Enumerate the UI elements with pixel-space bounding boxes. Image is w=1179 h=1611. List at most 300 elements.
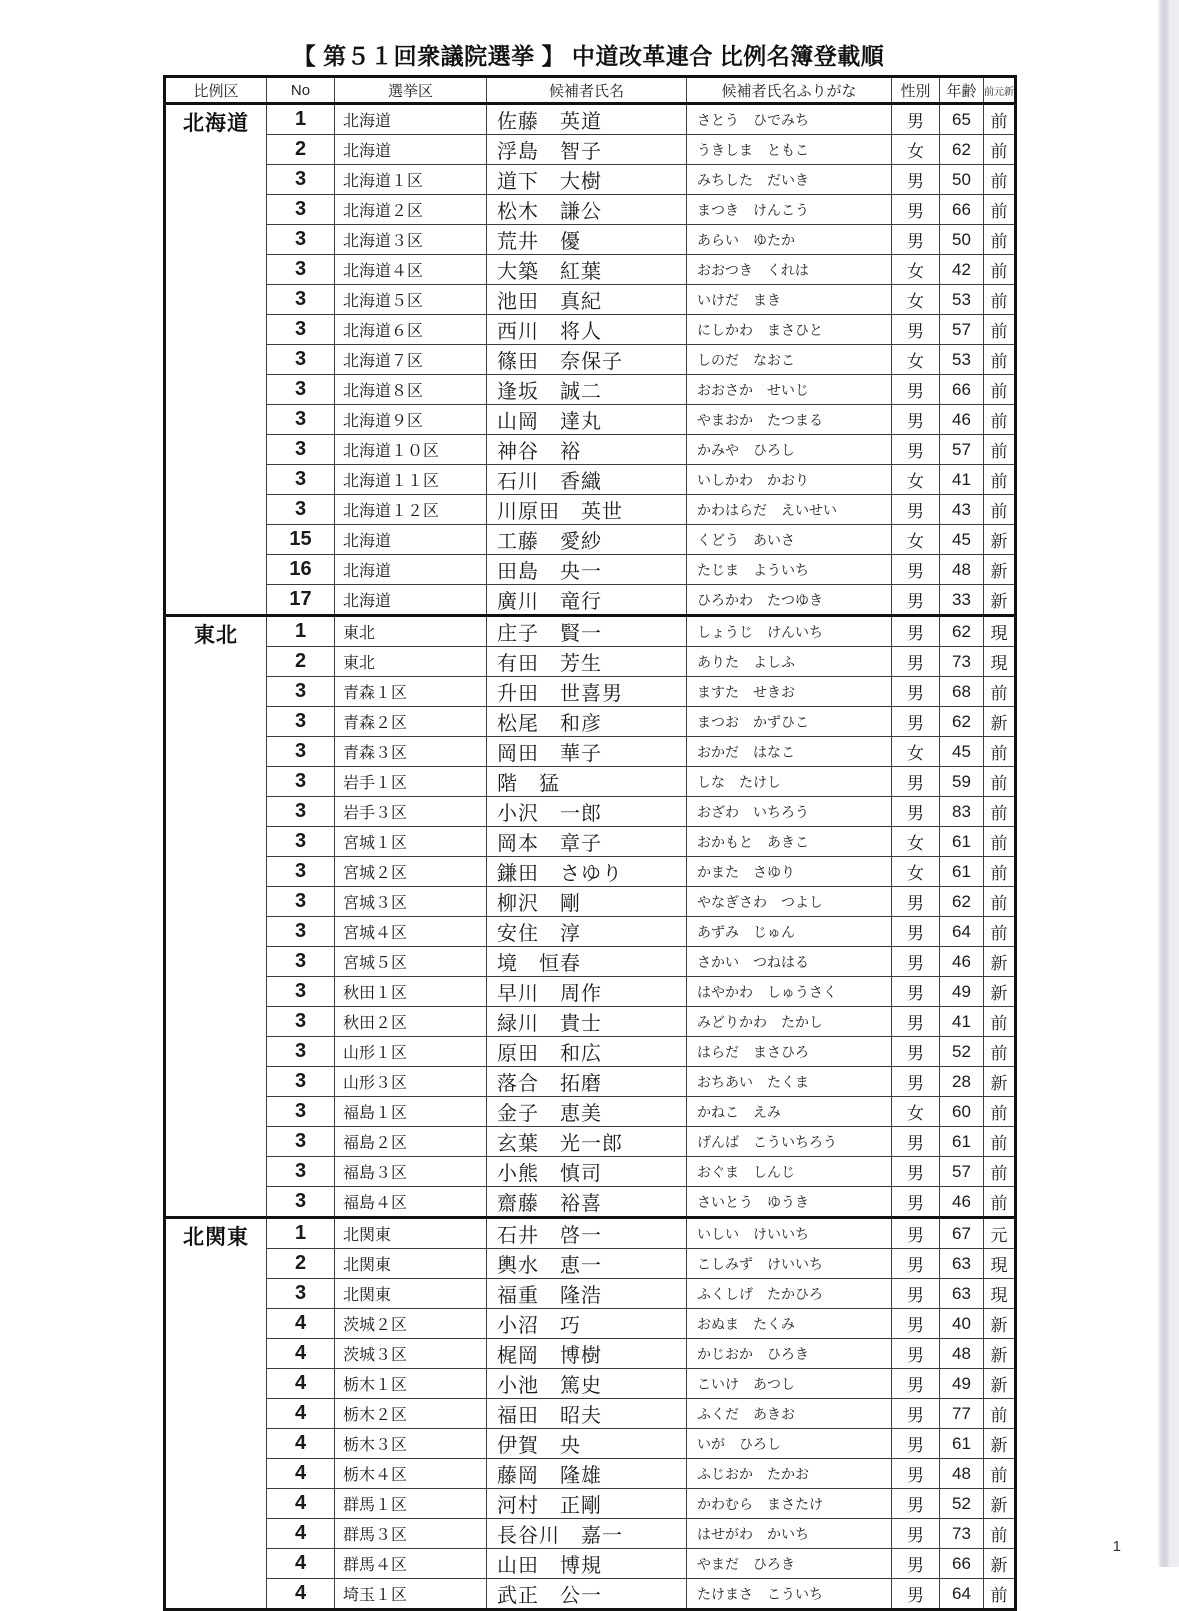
name-cell: 岡田 華子 bbox=[487, 737, 687, 767]
no-cell: 3 bbox=[267, 1007, 335, 1037]
no-cell: 3 bbox=[267, 797, 335, 827]
district-cell: 北海道５区 bbox=[335, 285, 487, 315]
no-cell: 4 bbox=[267, 1429, 335, 1459]
district-cell: 茨城２区 bbox=[335, 1309, 487, 1339]
district-cell: 北海道１１区 bbox=[335, 465, 487, 495]
status-cell: 新 bbox=[984, 1489, 1016, 1519]
table-row bbox=[165, 917, 1016, 947]
gender-cell: 男 bbox=[892, 677, 940, 707]
district-cell: 福島３区 bbox=[335, 1157, 487, 1187]
age-cell: 66 bbox=[940, 375, 984, 405]
furigana-cell: かわはらだ えいせい bbox=[687, 495, 892, 525]
district-cell: 栃木２区 bbox=[335, 1399, 487, 1429]
name-cell: 金子 恵美 bbox=[487, 1097, 687, 1127]
name-cell: 玄葉 光一郎 bbox=[487, 1127, 687, 1157]
table-row bbox=[165, 1549, 1016, 1579]
no-cell: 3 bbox=[267, 285, 335, 315]
status-cell: 前 bbox=[984, 917, 1016, 947]
gender-cell: 男 bbox=[892, 1007, 940, 1037]
status-cell: 新 bbox=[984, 1549, 1016, 1579]
header-status: 前元新 bbox=[984, 77, 1016, 104]
table-row bbox=[165, 1187, 1016, 1218]
candidate-roster-table bbox=[163, 75, 1017, 1611]
gender-cell: 男 bbox=[892, 1037, 940, 1067]
age-cell: 63 bbox=[940, 1279, 984, 1309]
name-cell: 武正 公一 bbox=[487, 1579, 687, 1610]
name-cell: 境 恒春 bbox=[487, 947, 687, 977]
furigana-cell: おざわ いちろう bbox=[687, 797, 892, 827]
status-cell: 前 bbox=[984, 225, 1016, 255]
age-cell: 42 bbox=[940, 255, 984, 285]
table-row bbox=[165, 1037, 1016, 1067]
district-cell: 北海道６区 bbox=[335, 315, 487, 345]
furigana-cell: いけだ まき bbox=[687, 285, 892, 315]
district-cell: 秋田２区 bbox=[335, 1007, 487, 1037]
age-cell: 62 bbox=[940, 887, 984, 917]
table-row bbox=[165, 857, 1016, 887]
name-cell: 山田 博規 bbox=[487, 1549, 687, 1579]
status-cell: 前 bbox=[984, 1519, 1016, 1549]
no-cell: 3 bbox=[267, 165, 335, 195]
status-cell: 新 bbox=[984, 707, 1016, 737]
table-row bbox=[165, 1429, 1016, 1459]
gender-cell: 男 bbox=[892, 947, 940, 977]
age-cell: 52 bbox=[940, 1037, 984, 1067]
name-cell: 伊賀 央 bbox=[487, 1429, 687, 1459]
name-cell: 早川 周作 bbox=[487, 977, 687, 1007]
name-cell: 福重 隆浩 bbox=[487, 1279, 687, 1309]
district-cell: 青森１区 bbox=[335, 677, 487, 707]
gender-cell: 男 bbox=[892, 435, 940, 465]
status-cell: 新 bbox=[984, 525, 1016, 555]
name-cell: 藤岡 隆雄 bbox=[487, 1459, 687, 1489]
furigana-cell: はせがわ かいち bbox=[687, 1519, 892, 1549]
furigana-cell: かねこ えみ bbox=[687, 1097, 892, 1127]
furigana-cell: あらい ゆたか bbox=[687, 225, 892, 255]
district-cell: 北海道２区 bbox=[335, 195, 487, 225]
no-cell: 1 bbox=[267, 104, 335, 135]
age-cell: 61 bbox=[940, 857, 984, 887]
age-cell: 33 bbox=[940, 585, 984, 616]
status-cell: 現 bbox=[984, 1279, 1016, 1309]
district-cell: 山形３区 bbox=[335, 1067, 487, 1097]
name-cell: 梶岡 博樹 bbox=[487, 1339, 687, 1369]
status-cell: 前 bbox=[984, 104, 1016, 135]
table-row bbox=[165, 1309, 1016, 1339]
no-cell: 16 bbox=[267, 555, 335, 585]
table-row bbox=[165, 375, 1016, 405]
status-cell: 前 bbox=[984, 405, 1016, 435]
gender-cell: 男 bbox=[892, 555, 940, 585]
gender-cell: 女 bbox=[892, 737, 940, 767]
name-cell: 廣川 竜行 bbox=[487, 585, 687, 616]
age-cell: 41 bbox=[940, 1007, 984, 1037]
furigana-cell: かじおか ひろき bbox=[687, 1339, 892, 1369]
no-cell: 1 bbox=[267, 616, 335, 647]
no-cell: 4 bbox=[267, 1339, 335, 1369]
status-cell: 前 bbox=[984, 315, 1016, 345]
no-cell: 15 bbox=[267, 525, 335, 555]
furigana-cell: おぬま たくみ bbox=[687, 1309, 892, 1339]
status-cell: 新 bbox=[984, 555, 1016, 585]
name-cell: 石川 香織 bbox=[487, 465, 687, 495]
furigana-cell: おおさか せいじ bbox=[687, 375, 892, 405]
region-cell: 北関東 bbox=[165, 1218, 267, 1610]
district-cell: 北海道７区 bbox=[335, 345, 487, 375]
no-cell: 3 bbox=[267, 405, 335, 435]
no-cell: 3 bbox=[267, 767, 335, 797]
age-cell: 45 bbox=[940, 525, 984, 555]
age-cell: 46 bbox=[940, 1187, 984, 1218]
gender-cell: 男 bbox=[892, 1459, 940, 1489]
gender-cell: 男 bbox=[892, 1399, 940, 1429]
gender-cell: 男 bbox=[892, 797, 940, 827]
age-cell: 48 bbox=[940, 1339, 984, 1369]
name-cell: 原田 和広 bbox=[487, 1037, 687, 1067]
table-row bbox=[165, 405, 1016, 435]
furigana-cell: げんば こういちろう bbox=[687, 1127, 892, 1157]
gender-cell: 男 bbox=[892, 375, 940, 405]
table-row bbox=[165, 947, 1016, 977]
table-row bbox=[165, 135, 1016, 165]
age-cell: 61 bbox=[940, 827, 984, 857]
no-cell: 4 bbox=[267, 1369, 335, 1399]
name-cell: 篠田 奈保子 bbox=[487, 345, 687, 375]
district-cell: 栃木４区 bbox=[335, 1459, 487, 1489]
status-cell: 現 bbox=[984, 616, 1016, 647]
gender-cell: 男 bbox=[892, 104, 940, 135]
furigana-cell: さいとう ゆうき bbox=[687, 1187, 892, 1218]
furigana-cell: いが ひろし bbox=[687, 1429, 892, 1459]
table-row bbox=[165, 767, 1016, 797]
age-cell: 46 bbox=[940, 947, 984, 977]
name-cell: 神谷 裕 bbox=[487, 435, 687, 465]
district-cell: 栃木１区 bbox=[335, 1369, 487, 1399]
gender-cell: 男 bbox=[892, 495, 940, 525]
name-cell: 逢坂 誠二 bbox=[487, 375, 687, 405]
age-cell: 66 bbox=[940, 195, 984, 225]
region-cell: 北海道 bbox=[165, 104, 267, 616]
no-cell: 3 bbox=[267, 1127, 335, 1157]
table-row bbox=[165, 647, 1016, 677]
name-cell: 河村 正剛 bbox=[487, 1489, 687, 1519]
no-cell: 2 bbox=[267, 647, 335, 677]
age-cell: 64 bbox=[940, 917, 984, 947]
table-row bbox=[165, 1339, 1016, 1369]
table-row bbox=[165, 255, 1016, 285]
no-cell: 4 bbox=[267, 1489, 335, 1519]
table-row bbox=[165, 285, 1016, 315]
gender-cell: 男 bbox=[892, 1519, 940, 1549]
gender-cell: 女 bbox=[892, 857, 940, 887]
page-title: 【 第５１回衆議院選挙 】 中道改革連合 比例名簿登載順 bbox=[292, 43, 885, 69]
gender-cell: 女 bbox=[892, 345, 940, 375]
header-no: No bbox=[267, 77, 335, 104]
name-cell: 緑川 貴士 bbox=[487, 1007, 687, 1037]
district-cell: 栃木３区 bbox=[335, 1429, 487, 1459]
name-cell: 柳沢 剛 bbox=[487, 887, 687, 917]
status-cell: 前 bbox=[984, 1127, 1016, 1157]
gender-cell: 女 bbox=[892, 255, 940, 285]
name-cell: 大築 紅葉 bbox=[487, 255, 687, 285]
header-furigana: 候補者氏名ふりがな bbox=[687, 77, 892, 104]
no-cell: 3 bbox=[267, 1187, 335, 1218]
gender-cell: 男 bbox=[892, 917, 940, 947]
no-cell: 3 bbox=[267, 707, 335, 737]
furigana-cell: こしみず けいいち bbox=[687, 1249, 892, 1279]
table-row bbox=[165, 977, 1016, 1007]
status-cell: 新 bbox=[984, 977, 1016, 1007]
no-cell: 4 bbox=[267, 1399, 335, 1429]
page-number: 1 bbox=[1112, 1538, 1121, 1555]
no-cell: 3 bbox=[267, 1097, 335, 1127]
status-cell: 新 bbox=[984, 585, 1016, 616]
furigana-cell: かわむら まさたけ bbox=[687, 1489, 892, 1519]
table-row bbox=[165, 1157, 1016, 1187]
furigana-cell: おおつき くれは bbox=[687, 255, 892, 285]
status-cell: 前 bbox=[984, 1037, 1016, 1067]
gender-cell: 女 bbox=[892, 465, 940, 495]
status-cell: 新 bbox=[984, 947, 1016, 977]
furigana-cell: まつお かずひこ bbox=[687, 707, 892, 737]
district-cell: 岩手１区 bbox=[335, 767, 487, 797]
district-cell: 青森３区 bbox=[335, 737, 487, 767]
name-cell: 道下 大樹 bbox=[487, 165, 687, 195]
table-row bbox=[165, 1218, 1016, 1249]
no-cell: 3 bbox=[267, 1067, 335, 1097]
district-cell: 北海道 bbox=[335, 135, 487, 165]
district-cell: 北海道１０区 bbox=[335, 435, 487, 465]
name-cell: 小沼 巧 bbox=[487, 1309, 687, 1339]
age-cell: 43 bbox=[940, 495, 984, 525]
name-cell: 石井 啓一 bbox=[487, 1218, 687, 1249]
status-cell: 現 bbox=[984, 647, 1016, 677]
age-cell: 57 bbox=[940, 435, 984, 465]
status-cell: 前 bbox=[984, 737, 1016, 767]
district-cell: 北海道１区 bbox=[335, 165, 487, 195]
district-cell: 茨城３区 bbox=[335, 1339, 487, 1369]
status-cell: 新 bbox=[984, 1369, 1016, 1399]
name-cell: 落合 拓磨 bbox=[487, 1067, 687, 1097]
status-cell: 新 bbox=[984, 1309, 1016, 1339]
furigana-cell: たけまさ こういち bbox=[687, 1579, 892, 1610]
furigana-cell: はらだ まさひろ bbox=[687, 1037, 892, 1067]
furigana-cell: みどりかわ たかし bbox=[687, 1007, 892, 1037]
status-cell: 前 bbox=[984, 1007, 1016, 1037]
table-row bbox=[165, 1519, 1016, 1549]
status-cell: 前 bbox=[984, 1459, 1016, 1489]
table-row bbox=[165, 315, 1016, 345]
header-age: 年齢 bbox=[940, 77, 984, 104]
status-cell: 前 bbox=[984, 135, 1016, 165]
age-cell: 57 bbox=[940, 315, 984, 345]
age-cell: 48 bbox=[940, 1459, 984, 1489]
no-cell: 3 bbox=[267, 315, 335, 345]
age-cell: 49 bbox=[940, 1369, 984, 1399]
gender-cell: 男 bbox=[892, 1127, 940, 1157]
district-cell: 宮城４区 bbox=[335, 917, 487, 947]
gender-cell: 男 bbox=[892, 1579, 940, 1610]
district-cell: 北海道３区 bbox=[335, 225, 487, 255]
age-cell: 64 bbox=[940, 1579, 984, 1610]
gender-cell: 男 bbox=[892, 1157, 940, 1187]
table-row bbox=[165, 1459, 1016, 1489]
age-cell: 62 bbox=[940, 616, 984, 647]
no-cell: 4 bbox=[267, 1549, 335, 1579]
gender-cell: 男 bbox=[892, 405, 940, 435]
no-cell: 3 bbox=[267, 887, 335, 917]
table-row bbox=[165, 1127, 1016, 1157]
status-cell: 前 bbox=[984, 1157, 1016, 1187]
name-cell: 田島 央一 bbox=[487, 555, 687, 585]
table-row bbox=[165, 1579, 1016, 1610]
status-cell: 前 bbox=[984, 465, 1016, 495]
header-region: 比例区 bbox=[165, 77, 267, 104]
age-cell: 57 bbox=[940, 1157, 984, 1187]
name-cell: 浮島 智子 bbox=[487, 135, 687, 165]
district-cell: 福島１区 bbox=[335, 1097, 487, 1127]
district-cell: 北海道９区 bbox=[335, 405, 487, 435]
no-cell: 3 bbox=[267, 435, 335, 465]
gender-cell: 男 bbox=[892, 225, 940, 255]
no-cell: 3 bbox=[267, 465, 335, 495]
age-cell: 67 bbox=[940, 1218, 984, 1249]
no-cell: 17 bbox=[267, 585, 335, 616]
gender-cell: 女 bbox=[892, 135, 940, 165]
status-cell: 前 bbox=[984, 677, 1016, 707]
age-cell: 28 bbox=[940, 1067, 984, 1097]
gender-cell: 女 bbox=[892, 285, 940, 315]
furigana-cell: やまだ ひろき bbox=[687, 1549, 892, 1579]
table-row bbox=[165, 585, 1016, 616]
header-gender: 性別 bbox=[892, 77, 940, 104]
name-cell: 松木 謙公 bbox=[487, 195, 687, 225]
table-row bbox=[165, 1249, 1016, 1279]
no-cell: 3 bbox=[267, 737, 335, 767]
age-cell: 83 bbox=[940, 797, 984, 827]
gender-cell: 男 bbox=[892, 165, 940, 195]
district-cell: 宮城１区 bbox=[335, 827, 487, 857]
district-cell: 北関東 bbox=[335, 1279, 487, 1309]
age-cell: 73 bbox=[940, 1519, 984, 1549]
table-row bbox=[165, 1067, 1016, 1097]
furigana-cell: くどう あいさ bbox=[687, 525, 892, 555]
table-row bbox=[165, 887, 1016, 917]
no-cell: 3 bbox=[267, 947, 335, 977]
gender-cell: 男 bbox=[892, 1309, 940, 1339]
no-cell: 4 bbox=[267, 1519, 335, 1549]
furigana-cell: しょうじ けんいち bbox=[687, 616, 892, 647]
district-cell: 北海道１２区 bbox=[335, 495, 487, 525]
name-cell: 庄子 賢一 bbox=[487, 616, 687, 647]
table-row bbox=[165, 1007, 1016, 1037]
age-cell: 52 bbox=[940, 1489, 984, 1519]
district-cell: 群馬３区 bbox=[335, 1519, 487, 1549]
gender-cell: 男 bbox=[892, 1369, 940, 1399]
age-cell: 50 bbox=[940, 165, 984, 195]
district-cell: 北海道 bbox=[335, 104, 487, 135]
no-cell: 3 bbox=[267, 1037, 335, 1067]
name-cell: 鎌田 さゆり bbox=[487, 857, 687, 887]
district-cell: 北海道８区 bbox=[335, 375, 487, 405]
status-cell: 新 bbox=[984, 1429, 1016, 1459]
gender-cell: 男 bbox=[892, 1489, 940, 1519]
district-cell: 東北 bbox=[335, 647, 487, 677]
no-cell: 3 bbox=[267, 1279, 335, 1309]
furigana-cell: やまおか たつまる bbox=[687, 405, 892, 435]
age-cell: 45 bbox=[940, 737, 984, 767]
no-cell: 3 bbox=[267, 857, 335, 887]
district-cell: 福島４区 bbox=[335, 1187, 487, 1218]
status-cell: 前 bbox=[984, 285, 1016, 315]
table-row bbox=[165, 1097, 1016, 1127]
name-cell: 升田 世喜男 bbox=[487, 677, 687, 707]
district-cell: 群馬１区 bbox=[335, 1489, 487, 1519]
furigana-cell: はやかわ しゅうさく bbox=[687, 977, 892, 1007]
name-cell: 階 猛 bbox=[487, 767, 687, 797]
status-cell: 前 bbox=[984, 1097, 1016, 1127]
name-cell: 安住 淳 bbox=[487, 917, 687, 947]
status-cell: 前 bbox=[984, 857, 1016, 887]
no-cell: 3 bbox=[267, 345, 335, 375]
table-row bbox=[165, 465, 1016, 495]
name-cell: 小沢 一郎 bbox=[487, 797, 687, 827]
table-row bbox=[165, 827, 1016, 857]
furigana-cell: ふじおか たかお bbox=[687, 1459, 892, 1489]
furigana-cell: おぐま しんじ bbox=[687, 1157, 892, 1187]
no-cell: 4 bbox=[267, 1309, 335, 1339]
gender-cell: 男 bbox=[892, 887, 940, 917]
table-row bbox=[165, 677, 1016, 707]
status-cell: 前 bbox=[984, 495, 1016, 525]
district-cell: 北海道４区 bbox=[335, 255, 487, 285]
district-cell: 宮城５区 bbox=[335, 947, 487, 977]
age-cell: 49 bbox=[940, 977, 984, 1007]
table-row bbox=[165, 1399, 1016, 1429]
age-cell: 60 bbox=[940, 1097, 984, 1127]
name-cell: 長谷川 嘉一 bbox=[487, 1519, 687, 1549]
status-cell: 前 bbox=[984, 345, 1016, 375]
furigana-cell: しな たけし bbox=[687, 767, 892, 797]
furigana-cell: さとう ひでみち bbox=[687, 104, 892, 135]
table-row bbox=[165, 435, 1016, 465]
no-cell: 2 bbox=[267, 135, 335, 165]
age-cell: 66 bbox=[940, 1549, 984, 1579]
header-district: 選挙区 bbox=[335, 77, 487, 104]
name-cell: 有田 芳生 bbox=[487, 647, 687, 677]
name-cell: 小熊 慎司 bbox=[487, 1157, 687, 1187]
furigana-cell: おちあい たくま bbox=[687, 1067, 892, 1097]
age-cell: 40 bbox=[940, 1309, 984, 1339]
gender-cell: 男 bbox=[892, 616, 940, 647]
district-cell: 埼玉１区 bbox=[335, 1579, 487, 1610]
name-cell: 荒井 優 bbox=[487, 225, 687, 255]
age-cell: 63 bbox=[940, 1249, 984, 1279]
status-cell: 前 bbox=[984, 375, 1016, 405]
name-cell: 池田 真紀 bbox=[487, 285, 687, 315]
district-cell: 東北 bbox=[335, 616, 487, 647]
gender-cell: 男 bbox=[892, 195, 940, 225]
furigana-cell: ひろかわ たつゆき bbox=[687, 585, 892, 616]
gender-cell: 男 bbox=[892, 585, 940, 616]
furigana-cell: しのだ なおこ bbox=[687, 345, 892, 375]
district-cell: 宮城３区 bbox=[335, 887, 487, 917]
age-cell: 46 bbox=[940, 405, 984, 435]
district-cell: 山形１区 bbox=[335, 1037, 487, 1067]
no-cell: 2 bbox=[267, 1249, 335, 1279]
name-cell: 福田 昭夫 bbox=[487, 1399, 687, 1429]
furigana-cell: うきしま ともこ bbox=[687, 135, 892, 165]
